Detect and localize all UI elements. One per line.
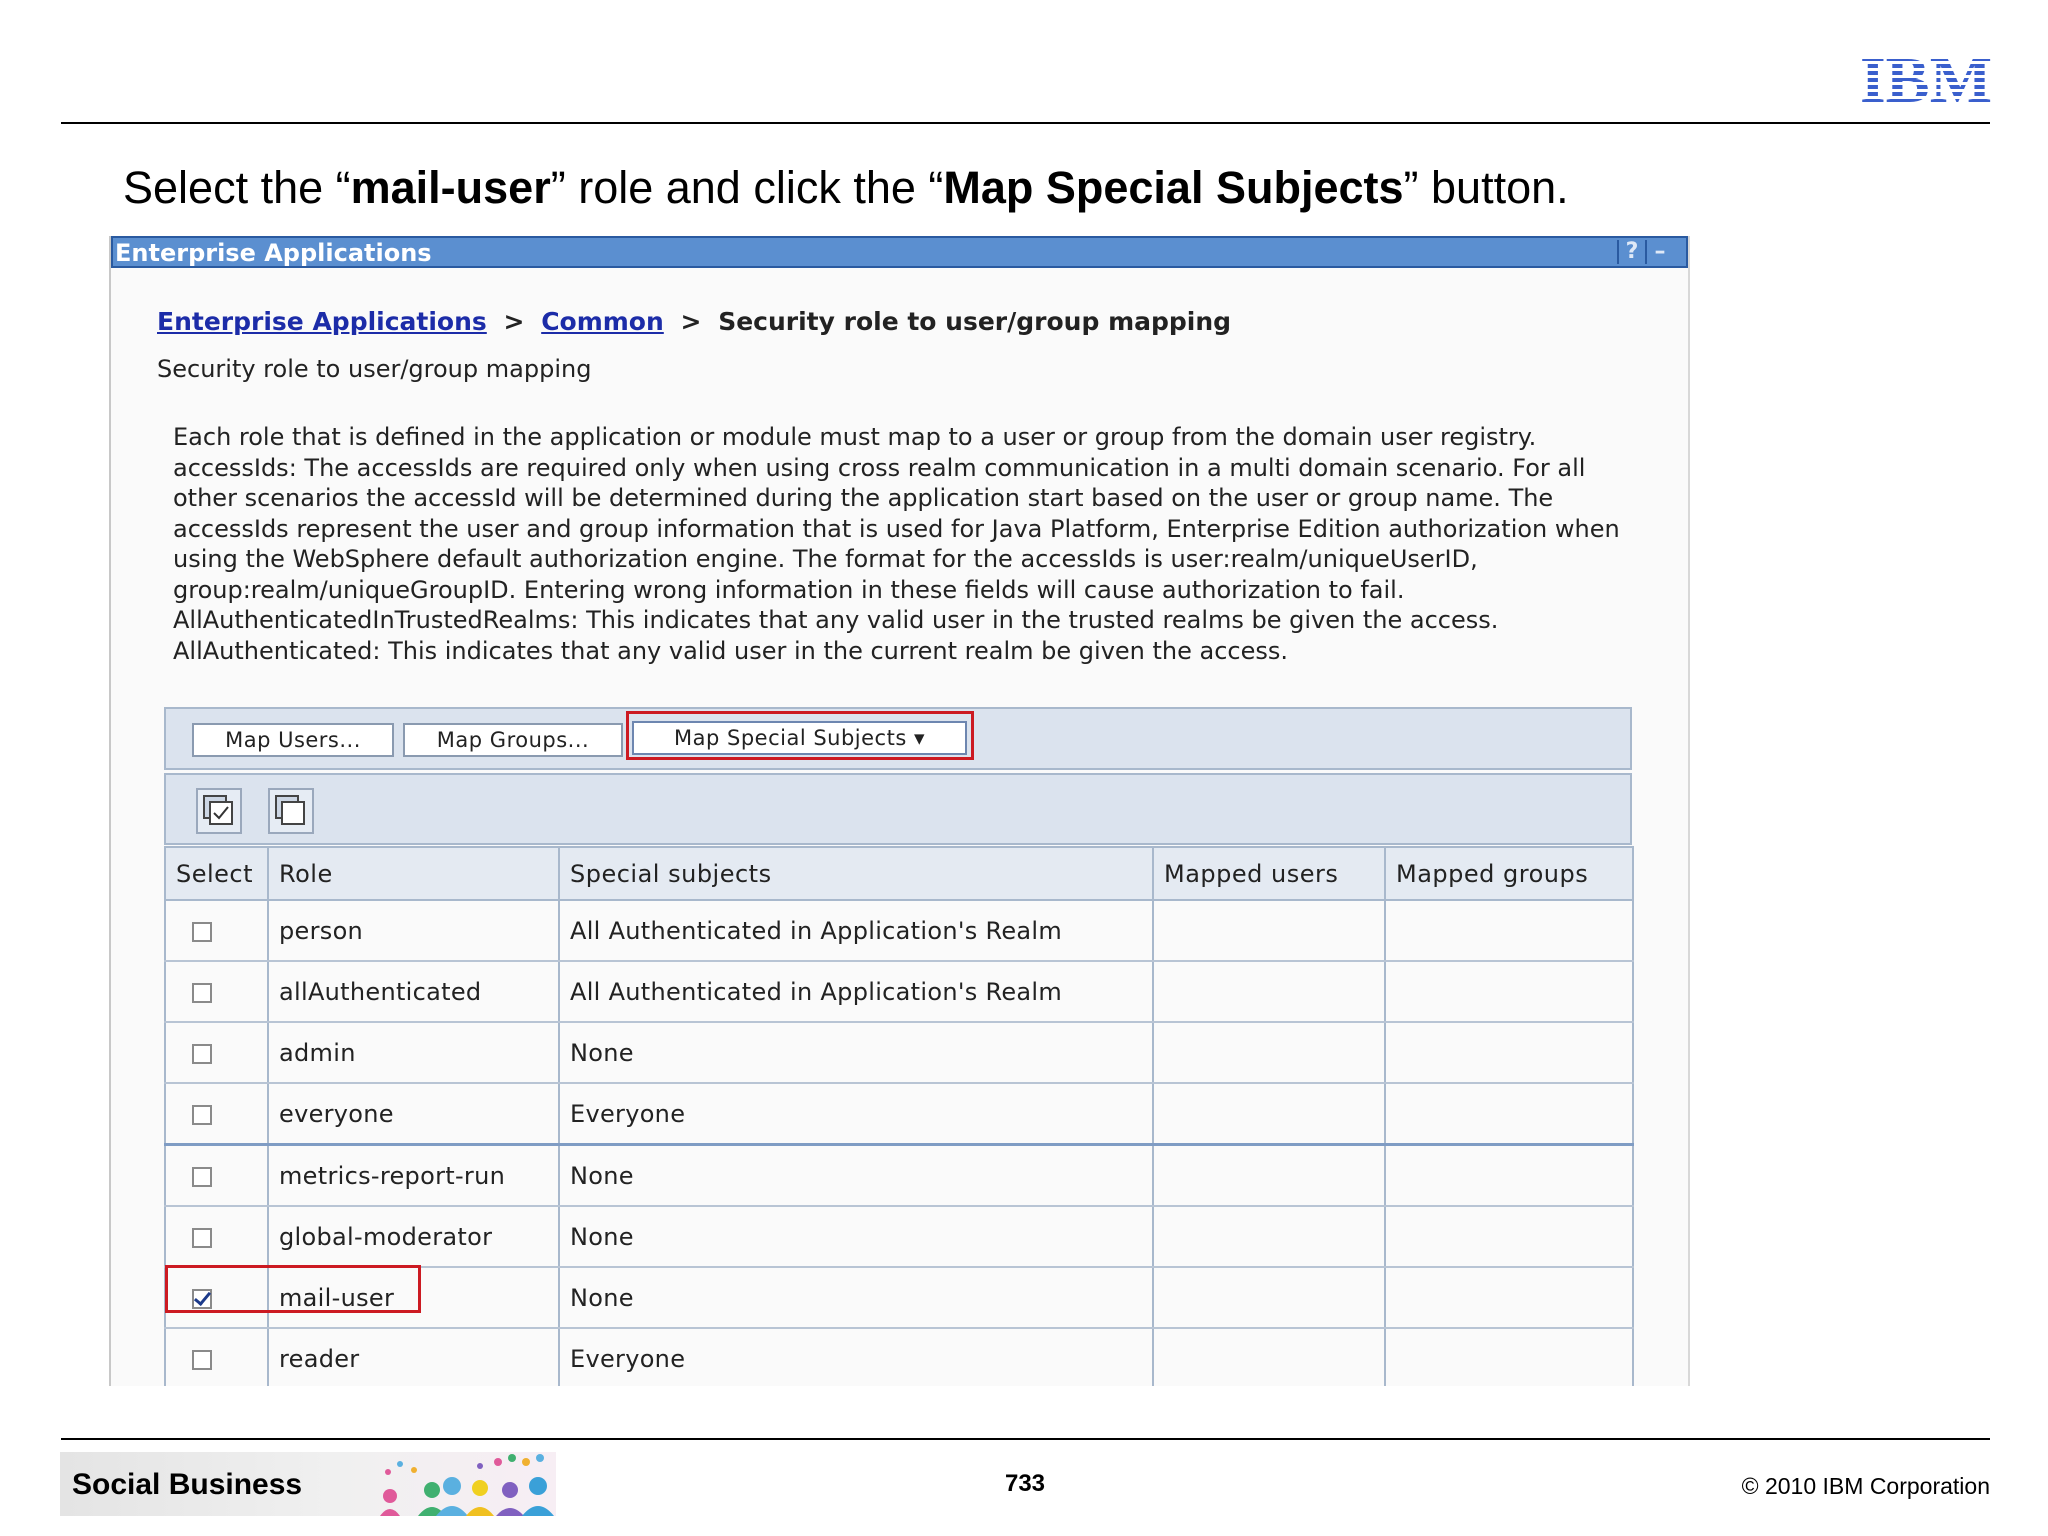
role-cell: mail-user [268,1267,559,1328]
mapped-groups-cell [1385,1022,1633,1083]
table-header-row [165,847,1633,900]
breadcrumb-separator: > [503,307,525,336]
select-all-icon[interactable] [196,788,242,834]
role-cell: metrics-report-run [268,1145,559,1207]
mapped-users-cell [1153,1267,1385,1328]
role-cell: everyone [268,1083,559,1145]
select-checkbox[interactable] [192,1350,212,1370]
header-special-subjects[interactable]: Special subjects [559,847,1153,900]
select-checkbox[interactable] [192,1228,212,1248]
role-cell: admin [268,1022,559,1083]
mapped-groups-cell [1385,1328,1633,1386]
table-row [165,1206,1633,1267]
description-text: Each role that is defined in the application or module must map to a user or group from the domain user registry. accessIds: The accessIds are required only when using cross realm communication in a multi domain scenario. For all other scenarios the accessId will be determined during the application start based on the user or group name. The accessIds represent the user and group information that is used for Java Platform, Enterprise Edition authorization when using the WebSphere default authorization engine. The format for the accessIds is user:realm/uniqueUserID, group:realm/uniqueGroupID. Entering wrong information in these fields will cause authorization to fail. AllAuthenticatedInTrustedRealms: This indicates that any valid user in the trusted realms be given the access. AllAuthenticated: This indicates that any valid user in the current realm be given the access. [173,423,1620,665]
ibm-logo [1860,50,1992,106]
header-role[interactable]: Role [268,847,559,900]
deselect-all-icon[interactable] [268,788,314,834]
console-panel [109,236,1690,1386]
table-row [165,1328,1633,1386]
table-row-selected [165,1267,1633,1328]
role-cell: allAuthenticated [268,961,559,1022]
header-select[interactable]: Select [165,847,268,900]
footer-brand: Social Business [72,1468,303,1501]
console-title: Enterprise Applications [115,239,432,267]
select-checkbox[interactable] [192,1105,212,1125]
slide-title: Select the “mail-user” role and click the “Map Special Subjects” button. [123,162,1569,213]
special-subjects-cell: None [559,1206,1153,1267]
mapped-groups-cell [1385,900,1633,961]
special-subjects-cell: Everyone [559,1328,1153,1386]
mapped-groups-cell [1385,1145,1633,1207]
table-row [165,1083,1633,1145]
role-cell: global-moderator [268,1206,559,1267]
breadcrumb-current: Security role to user/group mapping [718,307,1232,336]
mapped-groups-cell [1385,1206,1633,1267]
mapped-users-cell [1153,1328,1385,1386]
select-checkbox-checked[interactable] [192,1289,212,1309]
mapped-users-cell [1153,961,1385,1022]
select-checkbox[interactable] [192,1167,212,1187]
mapped-users-cell [1153,1022,1385,1083]
button-bar [164,707,1632,770]
footer-rule [61,1438,1990,1440]
roles-table [164,846,1634,1386]
mapped-groups-cell [1385,961,1633,1022]
mapped-users-cell [1153,900,1385,961]
special-subjects-cell: None [559,1145,1153,1207]
title-role: mail-user [350,162,551,213]
select-checkbox[interactable] [192,922,212,942]
mapped-groups-cell [1385,1083,1633,1145]
people-illustration-icon [380,1452,556,1516]
table-row [165,961,1633,1022]
footer-banner [60,1452,556,1516]
special-subjects-cell: All Authenticated in Application's Realm [559,961,1153,1022]
minimize-icon[interactable]: – [1645,240,1673,264]
header-mapped-users[interactable]: Mapped users [1153,847,1385,900]
header-mapped-groups[interactable]: Mapped groups [1385,847,1633,900]
mapped-users-cell [1153,1206,1385,1267]
mapped-groups-cell [1385,1267,1633,1328]
mapped-users-cell [1153,1145,1385,1207]
breadcrumb-link-enterprise-applications[interactable]: Enterprise Applications [157,307,487,336]
breadcrumb-link-common[interactable]: Common [541,307,664,336]
special-subjects-cell: None [559,1267,1153,1328]
mapped-users-cell [1153,1083,1385,1145]
map-special-subjects-button[interactable]: Map Special Subjects ▾ [632,721,967,755]
table-row [165,900,1633,961]
breadcrumb [157,307,1231,336]
title-button: Map Special Subjects [943,162,1404,213]
table-row [165,1145,1633,1207]
page-number: 733 [1004,1470,1046,1497]
table-row [165,1022,1633,1083]
header-rule [61,122,1990,124]
special-subjects-cell: All Authenticated in Application's Realm [559,900,1153,961]
console-titlebar [111,236,1688,268]
role-cell: reader [268,1328,559,1386]
map-users-button[interactable]: Map Users... [192,723,394,757]
special-subjects-cell: None [559,1022,1153,1083]
copyright: © 2010 IBM Corporation [1741,1473,1990,1499]
page-heading: Security role to user/group mapping [157,355,592,383]
special-subjects-cell: Everyone [559,1083,1153,1145]
select-checkbox[interactable] [192,983,212,1003]
select-checkbox[interactable] [192,1044,212,1064]
svg-text:IBM: IBM [1860,50,1992,106]
map-groups-button[interactable]: Map Groups... [403,723,623,757]
breadcrumb-separator: > [680,307,702,336]
help-icon[interactable]: ? [1617,240,1645,264]
icon-bar [164,773,1632,845]
role-cell: person [268,900,559,961]
